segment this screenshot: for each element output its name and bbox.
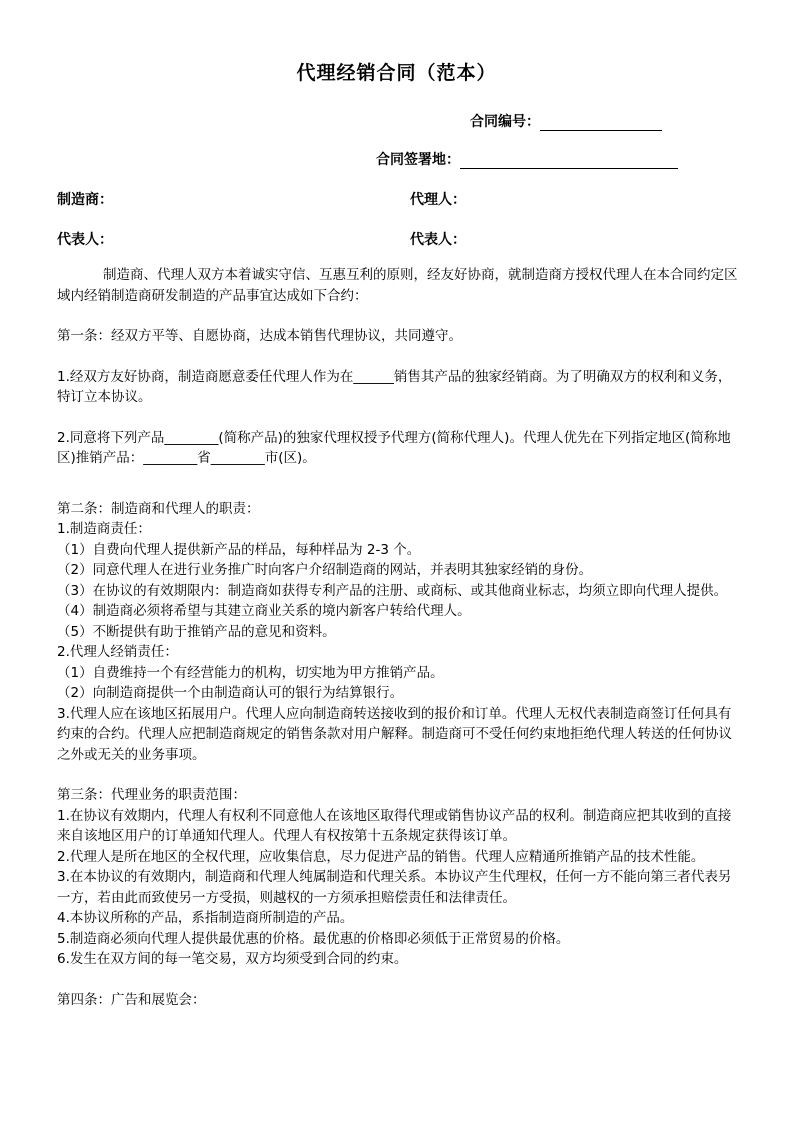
article-3-item: 5.制造商必须向代理人提供最优惠的价格。最优惠的价格即必须低于正常贸易的价格。 — [57, 930, 570, 947]
contract-number-label: 合同编号： — [470, 114, 540, 130]
contract-number-field — [470, 111, 662, 131]
article-2-item: （2）同意代理人在进行业务推广时向客户介绍制造商的网站，并表明其独家经销的身份。 — [57, 562, 593, 578]
article-1-clause-1: 1.经双方友好协商，制造商愿意委任代理人作为在______销售其产品的独家经销商。为了明确双方的权利和义务，特订立本协议。 — [57, 368, 732, 405]
article-2-section-3: 3.代理人应在该地区拓展用户。代理人应向制造商转送接收到的报价和订单。代理人无权代表制造商签订任何具有约束的合约。代理人应把制造商规定的销售条款对用户解释。制造商可不受任何约束地拒绝代理人转送的任何协议之外或无关的业务事项。 — [57, 705, 732, 763]
article-1-heading: 第一条：经双方平等、自愿协商，达成本销售代理协议，共同遵守。 — [57, 328, 462, 344]
intro-paragraph: 制造商、代理人双方本着诚实守信、互惠互利的原则，经友好协商，就制造商方授权代理人在本合同约定区域内经销制造商研发制造的产品事宜达成如下合约： — [57, 267, 738, 304]
article-3-item: 2.代理人是所在地区的全权代理，应收集信息，尽力促进产品的销售。代理人应精通所推销产品的技术性能。 — [57, 848, 705, 865]
signing-place-label: 合同签署地： — [376, 152, 460, 168]
article-1-clause-2: 2.同意将下列产品________(简称产品)的独家代理权授予代理方(简称代理人)。代理人优先在下列指定地区(简称地区)推销产品：________省________市(区)。 — [57, 429, 731, 466]
article-3-heading: 第三条：代理业务的职责范围： — [57, 787, 246, 803]
article-2-item: （3）在协议的有效期限内：制造商如获得专利产品的注册、或商标、或其他商业标志，均须立即向代理人提供。 — [57, 582, 728, 599]
article-2-item: （2）向制造商提供一个由制造商认可的银行为结算银行。 — [57, 685, 404, 701]
article-2-section-1: 1.制造商责任： — [57, 521, 151, 537]
article-2-item: （5）不断提供有助于推销产品的意见和资料。 — [57, 623, 336, 640]
article-2-heading: 第二条：制造商和代理人的职责： — [57, 500, 260, 517]
article-3-item: 3.在本协议的有效期内，制造商和代理人纯属制造和代理关系。本协议产生代理权，任何一方不能向第三者代表另一方，若由此而致使另一方受损，则越权的一方须承担赔偿责任和法律责任。 — [57, 869, 732, 906]
article-3-item: 1.在协议有效期内，代理人有权利不同意他人在该地区取得代理或销售协议产品的权利。制造商应把其收到的直接来自该地区用户的订单通知代理人。代理人有权按第十五条规定获得该订单。 — [57, 807, 732, 844]
manufacturer-representative-label: 代表人： — [57, 232, 113, 248]
article-3-item: 6.发生在双方间的每一笔交易，双方均须受到合同的约束。 — [57, 951, 408, 967]
contract-body — [57, 265, 742, 1010]
article-3-item: 4.本协议所称的产品，系指制造商所制造的产品。 — [57, 910, 354, 926]
signing-place-blank[interactable] — [460, 154, 678, 169]
agent-representative-label: 代表人： — [410, 232, 466, 248]
article-2-item: （1）自费维持一个有经营能力的机构，切实地为甲方推销产品。 — [57, 664, 444, 681]
document-title: 代理经销合同（范本） — [296, 62, 497, 84]
article-4-heading: 第四条：广告和展览会： — [57, 991, 206, 1008]
article-2-item: （1）自费向代理人提供新产品的样品，每种样品为 2-3 个。 — [57, 541, 421, 558]
manufacturer-label: 制造商： — [57, 192, 113, 208]
agent-label: 代理人： — [410, 192, 466, 208]
signing-place-field — [376, 149, 678, 169]
article-2-item: （4）制造商必须将希望与其建立商业关系的境内新客户转给代理人。 — [57, 603, 471, 619]
article-2-section-2: 2.代理人经销责任： — [57, 644, 178, 660]
contract-number-blank[interactable] — [540, 116, 662, 131]
